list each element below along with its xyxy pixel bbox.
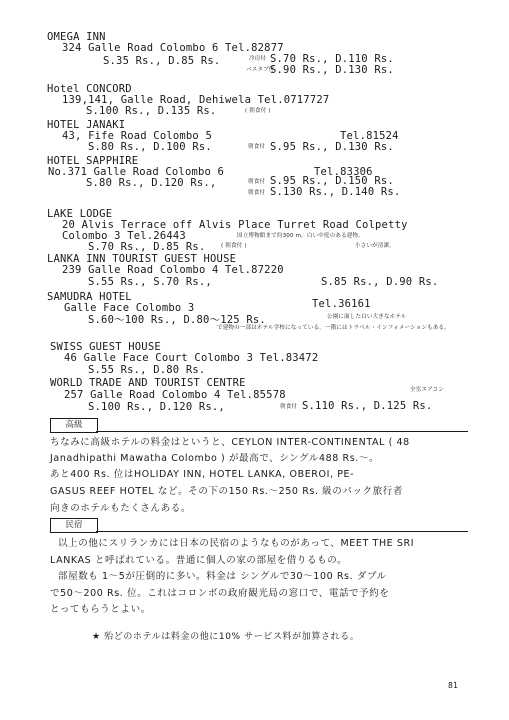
hotel-rate-note: 朝食付 <box>280 404 298 410</box>
paragraph-line: とってもらうとよい。 <box>50 604 151 615</box>
paragraph-line: 向きのホテルもたくさんある。 <box>50 503 191 514</box>
hotel-address: Colombo 3 Tel.26443 <box>62 230 186 242</box>
paragraph-line: Janadhipathi Mawatha Colombo ) が最高で、シングル488 Rs.～。 <box>50 453 380 464</box>
hotel-rate-note: ( 朝食付 ) <box>245 108 271 114</box>
hotel-name: OMEGA INN <box>47 31 106 43</box>
hotel-rates-alt: S.110 Rs., D.125 Rs. <box>302 400 433 412</box>
footnote: ★ 殆どのホテルは料金の他に10% サービス料が加算される。 <box>92 632 360 642</box>
hotel-address: No.371 Galle Road Colombo 6 <box>48 166 225 178</box>
hotel-rates: S.100 Rs., D.120 Rs., <box>88 401 225 413</box>
hotel-name: SAMUDRA HOTEL <box>47 291 132 303</box>
paragraph-line: LANKAS と呼ばれている。普通に個人の家の部屋を借りるもの。 <box>50 555 348 566</box>
paragraph-line: で50～200 Rs. 位。これはコロンボの政府観光局の窓口で、電話で予約を <box>50 588 390 599</box>
hotel-address: 43, Fife Road Colombo 5 <box>62 130 212 142</box>
section-heading-minshuku: 民宿 <box>50 518 98 533</box>
hotel-size-note: 小さいが清潔。 <box>355 243 395 249</box>
hotel-rate-note: バスタブ付 <box>246 67 275 73</box>
section-divider <box>96 431 468 432</box>
hotel-address: 20 Alvis Terrace off Alvis Place Turret Road Colpetty <box>62 219 408 231</box>
hotel-rate-note: 冷房付 <box>249 56 267 62</box>
hotel-rate-note: 朝食付 <box>248 144 266 150</box>
paragraph-line: あと400 Rs. 位はHOLIDAY INN, HOTEL LANKA, OBEROI, PE- <box>50 469 355 480</box>
hotel-rates-alt: S.85 Rs., D.90 Rs. <box>321 276 439 288</box>
hotel-name: HOTEL JANAKI <box>47 119 126 131</box>
paragraph-line: GASUS REEF HOTEL など。その下の150 Rs.～250 Rs. 級のパック旅行者 <box>50 486 403 497</box>
section-heading-luxury: 高級 <box>50 418 98 433</box>
paragraph-line: ちなみに高級ホテルの料金はというと、CEYLON INTER-CONTINENTAL ( 48 <box>50 437 410 448</box>
hotel-address: 139,141, Galle Road, Dehiwela Tel.0717727 <box>62 94 330 106</box>
hotel-rates-alt: S.70 Rs., D.110 Rs. <box>270 53 394 65</box>
hotel-rates-alt: S.130 Rs., D.140 Rs. <box>270 186 401 198</box>
section-divider <box>96 531 468 532</box>
hotel-name: WORLD TRADE AND TOURIST CENTRE <box>50 377 246 389</box>
hotel-address: 257 Galle Road Colombo 4 Tel.85578 <box>64 389 286 401</box>
hotel-tel: Tel.83306 <box>314 166 373 178</box>
hotel-tel: Tel.36161 <box>312 298 371 310</box>
hotel-address: Galle Face Colombo 3 <box>64 302 195 314</box>
hotel-rates: S.80 Rs., D.120 Rs., <box>86 177 217 189</box>
hotel-rates-alt: S.95 Rs., D.130 Rs. <box>270 141 394 153</box>
hotel-rates: S.100 Rs., D.135 Rs. <box>86 105 217 117</box>
paragraph-line: 以上の他にスリランカには日本の民宿のようなものがあって、MEET THE SRI <box>58 538 415 549</box>
hotel-tel: Tel.81524 <box>340 130 399 142</box>
paragraph-line: 部屋数も 1～5が圧倒的に多い。料金は シングルで30～100 Rs. ダブル <box>58 571 387 582</box>
hotel-address: 46 Galle Face Court Colombo 3 Tel.83472 <box>64 352 319 364</box>
hotel-note: 公園に面した白い大きなホテル <box>327 314 407 320</box>
hotel-name: LANKA INN TOURIST GUEST HOUSE <box>47 253 237 265</box>
hotel-address: 324 Galle Road Colombo 6 Tel.82877 <box>62 42 284 54</box>
hotel-rate-note: 朝食付 <box>248 179 266 185</box>
hotel-name: Hotel CONCORD <box>47 83 132 95</box>
page-number: 81 <box>448 681 459 690</box>
hotel-rates: S.70 Rs., D.85 Rs. <box>88 241 206 253</box>
hotel-address: 239 Galle Road Colombo 4 Tel.87220 <box>62 264 284 276</box>
hotel-rates: S.55 Rs., D.80 Rs. <box>88 364 206 376</box>
hotel-rates-alt: S.95 Rs., D.150 Rs. <box>270 175 394 187</box>
hotel-note: で建物の一部はホテル学校になっている。一階にはトラベル・インフォメーションもある。 <box>217 325 450 331</box>
hotel-name: HOTEL SAPPHIRE <box>47 155 139 167</box>
hotel-rates: S.55 Rs., S.70 Rs., <box>88 276 212 288</box>
hotel-rate-note: ( 朝食付 ) <box>221 243 247 249</box>
hotel-rates: S.60～100 Rs., D.80～125 Rs. <box>88 314 266 326</box>
hotel-rates: S.80 Rs., D.100 Rs. <box>88 141 212 153</box>
hotel-rates: S.35 Rs., D.85 Rs. <box>103 55 221 67</box>
hotel-rate-note: 朝食付 <box>248 190 266 196</box>
hotel-name: SWISS GUEST HOUSE <box>50 341 161 353</box>
hotel-rate-note: 全室エアコン <box>410 387 444 393</box>
hotel-location-note: 国立博物館まで約300 m。白い中庭のある建物。 <box>237 233 364 239</box>
hotel-rates-alt: S.90 Rs., D.130 Rs. <box>270 64 394 76</box>
hotel-name: LAKE LODGE <box>47 208 113 220</box>
